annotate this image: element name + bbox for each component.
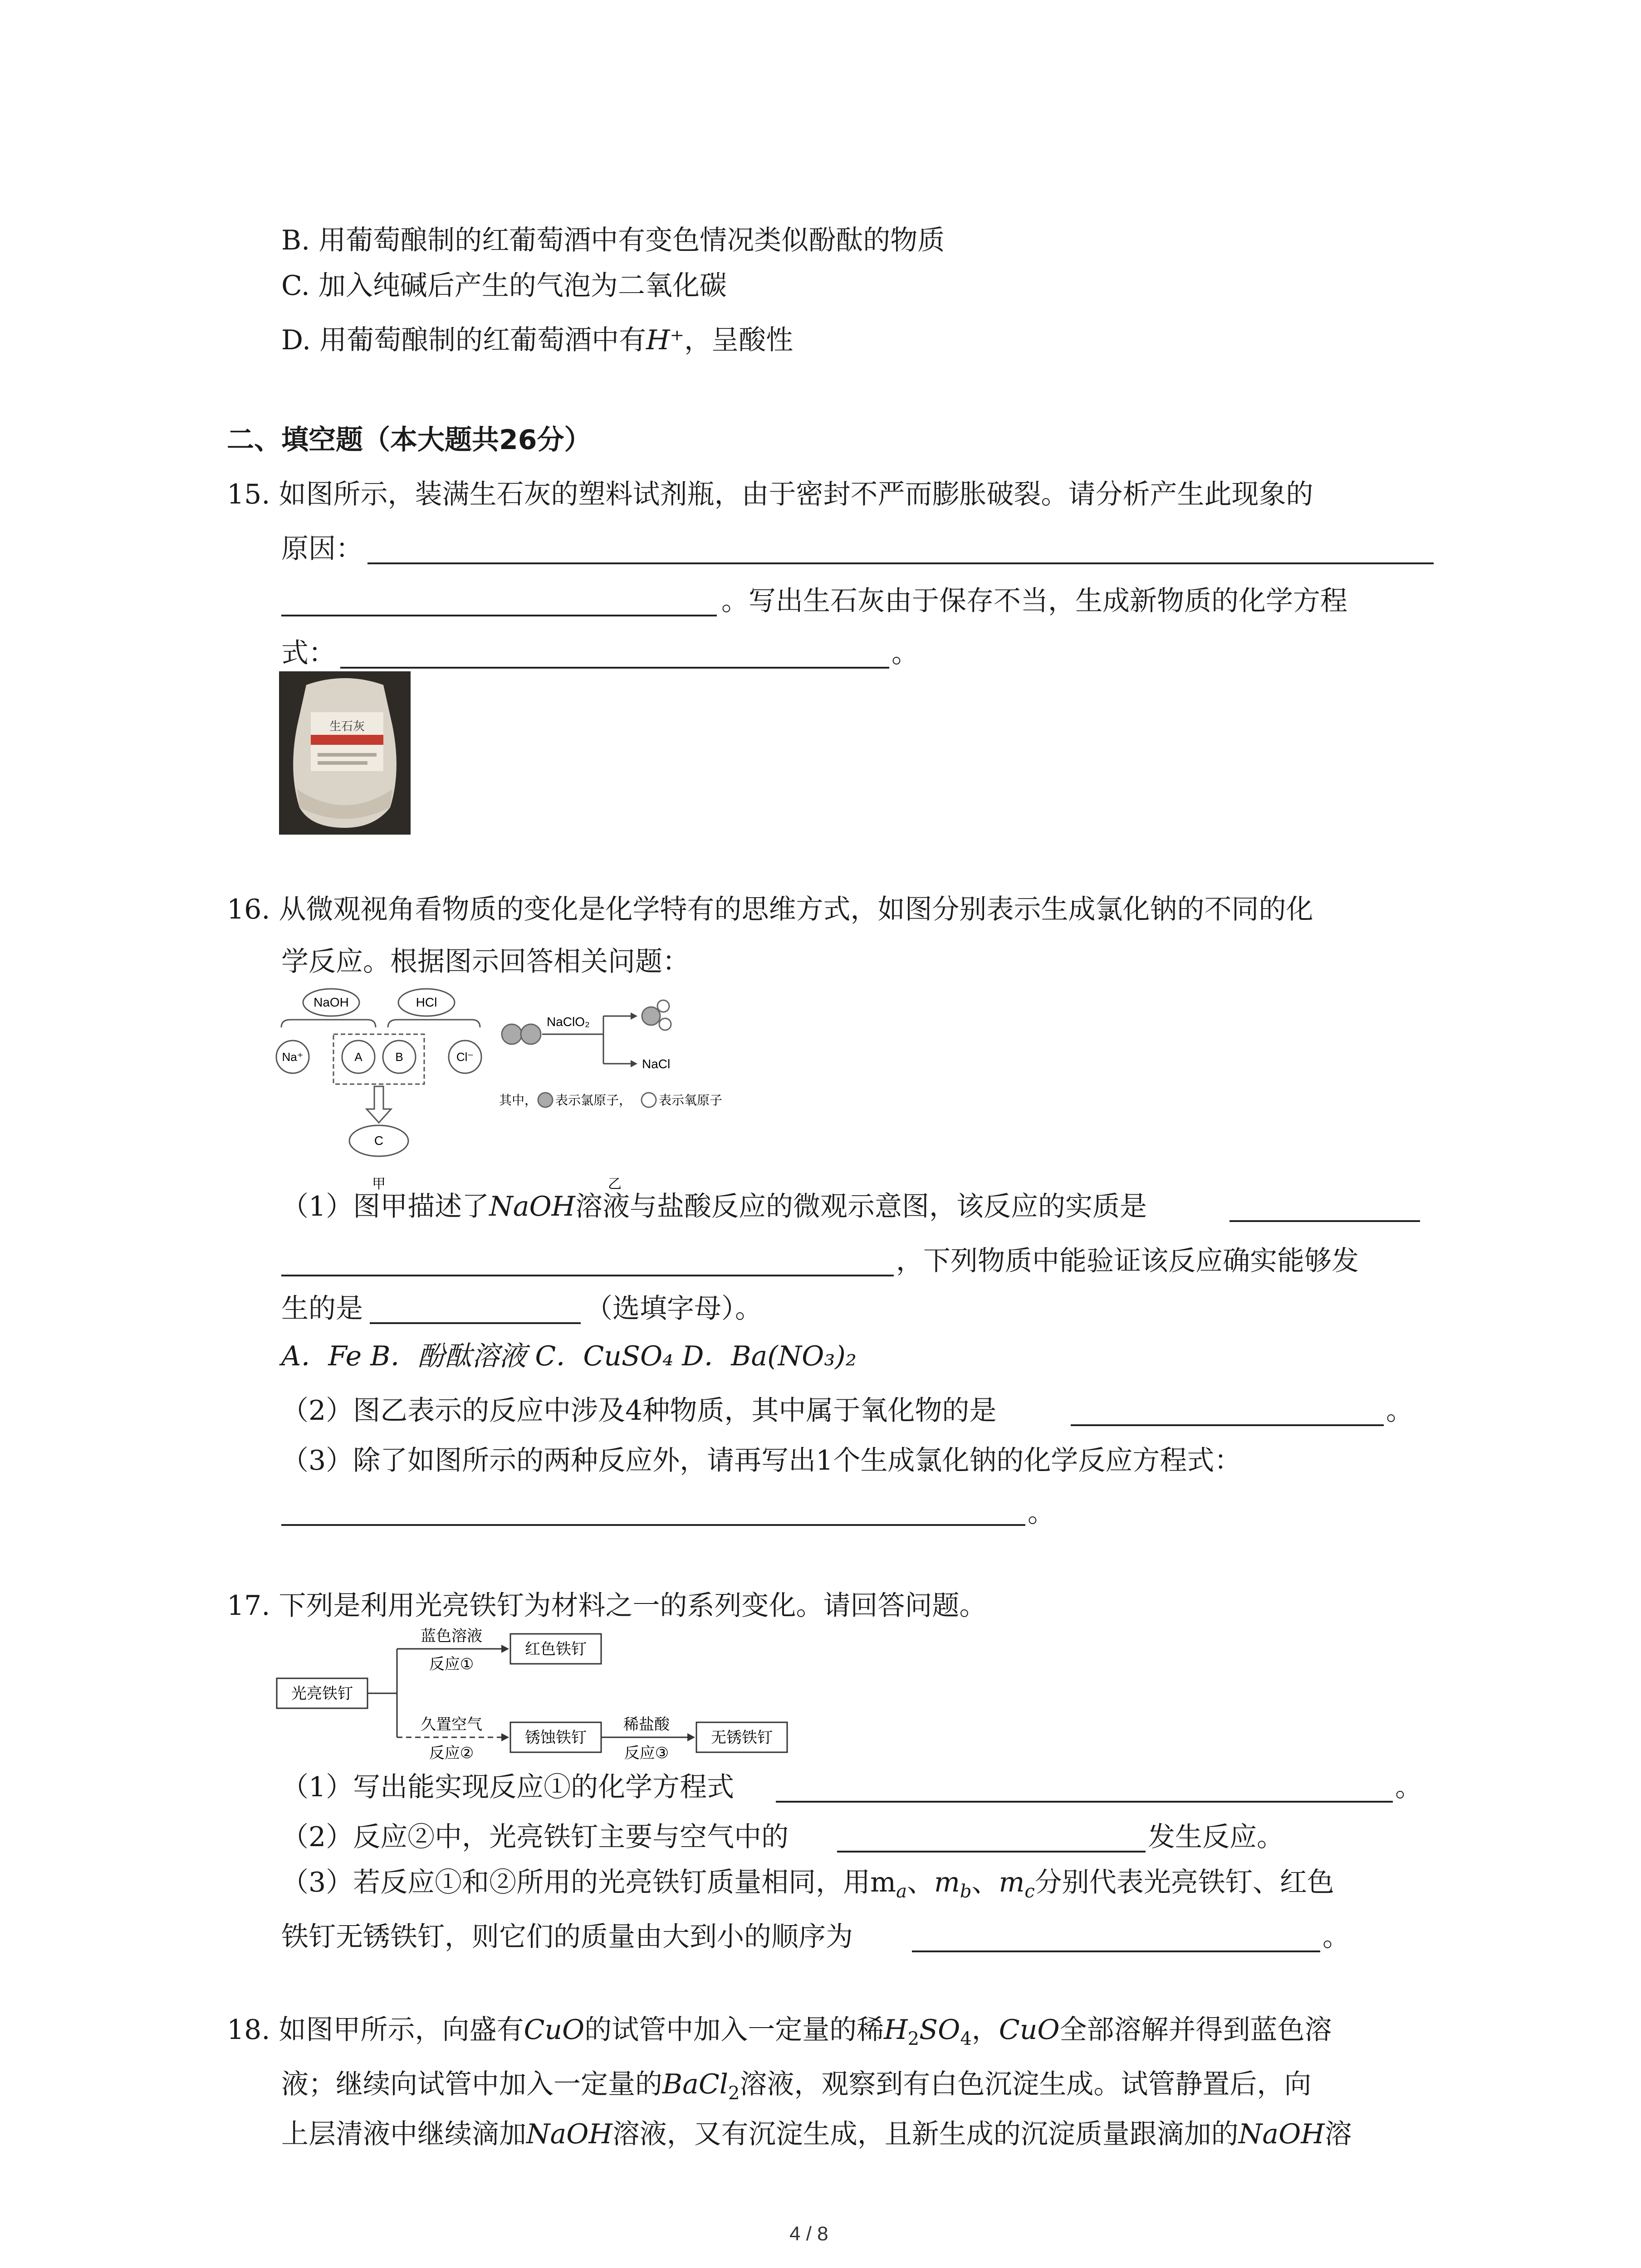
flow-top-product: 红色铁钉 <box>525 1641 587 1658</box>
q15-line2: 原因： <box>281 533 363 565</box>
q16-sub3-end: 。 <box>1028 1497 1055 1529</box>
q15-line4-end: 。 <box>892 637 919 669</box>
diagram-yi <box>499 998 780 1198</box>
q16-sub1-line3: 生的是 <box>281 1293 363 1325</box>
option-d: D. 用葡萄酿制的红葡萄酒中有H⁺，呈酸性 <box>281 324 794 356</box>
q17-sub1: （1）写出能实现反应①的化学方程式 <box>281 1771 735 1803</box>
q18-line3: 上层清液中继续滴加NaOH溶液，又有沉淀生成，且新生成的沉淀质量跟滴加的NaOH溶 <box>281 2118 1352 2150</box>
cl-ion-label: Cl⁻ <box>456 1050 474 1064</box>
q17-sub1-blank[interactable] <box>776 1801 1393 1803</box>
section-heading: 二、填空题（本大题共26分） <box>227 424 592 456</box>
diagram-yi-caption: 乙 <box>608 1177 622 1192</box>
q16-options: A．Fe B．酚酞溶液 C．CuSO₄ D．Ba(NO₃)₂ <box>281 1340 857 1372</box>
q17-sub2-blank[interactable] <box>837 1851 1146 1853</box>
page-number: 4 / 8 <box>789 2223 828 2245</box>
q16-line2: 学反应。根据图示回答相关问题： <box>281 946 690 978</box>
nail-flowchart <box>272 1624 808 1769</box>
q15-line4: 式： <box>281 637 336 669</box>
flow-top-reaction: 反应① <box>429 1656 474 1673</box>
q15-answer-blank-1[interactable] <box>367 562 1434 564</box>
diagram-jia-caption: 甲 <box>372 1177 386 1192</box>
quicklime-bottle-photo <box>279 671 411 835</box>
q15-line1: 15. 如图所示，装满生石灰的塑料试剂瓶，由于密封不严而膨胀破裂。请分析产生此现象的 <box>227 479 1313 510</box>
legend-cl: 表示氯原子， <box>555 1093 632 1107</box>
q16-sub2-end: 。 <box>1386 1395 1413 1427</box>
q15-answer-blank-2[interactable] <box>281 615 717 616</box>
nacl-label: NaCl <box>642 1057 671 1071</box>
bottle-label: 生石灰 <box>329 719 365 733</box>
q17-sub1-end: 。 <box>1395 1771 1422 1803</box>
flow-bottom-reaction: 反应② <box>429 1745 474 1762</box>
q16-sub3: （3）除了如图所示的两种反应外，请再写出1个生成氯化钠的化学反应方程式： <box>281 1445 1242 1476</box>
na-ion-label: Na⁺ <box>282 1050 304 1064</box>
c-label: C <box>374 1134 384 1148</box>
q16-sub2-blank[interactable] <box>1071 1424 1384 1426</box>
flow-top-reagent: 蓝色溶液 <box>421 1628 482 1645</box>
q16-sub1-line1: （1）图甲描述了NaOH溶液与盐酸反应的微观示意图，该反应的实质是 <box>281 1191 1147 1222</box>
q16-sub3-blank[interactable] <box>281 1524 1025 1526</box>
q16-sub1-blank-1[interactable] <box>1230 1220 1420 1222</box>
q18-line2: 液；继续向试管中加入一定量的BaCl$_2$溶液，观察到有白色沉淀生成。试管静置后，向 <box>281 2068 1312 2104</box>
option-c: C. 加入纯碱后产生的气泡为二氧化碳 <box>281 270 727 302</box>
diagram-jia <box>272 984 490 1198</box>
naoh-label: NaOH <box>314 995 349 1009</box>
q17-sub3-blank[interactable] <box>912 1950 1320 1952</box>
q17-sub2-end: 发生反应。 <box>1148 1821 1284 1853</box>
flow-start: 光亮铁钉 <box>291 1685 353 1702</box>
hydrogen-ion: H⁺ <box>646 324 685 356</box>
flow-acid: 稀盐酸 <box>623 1716 670 1733</box>
q16-sub1-line2: ，下列物质中能验证该反应确实能够发 <box>896 1245 1359 1277</box>
q16-sub2: （2）图乙表示的反应中涉及4种物质，其中属于氧化物的是 <box>281 1395 997 1427</box>
flow-final-product: 无锈铁钉 <box>711 1729 773 1746</box>
a-label: A <box>354 1050 362 1064</box>
legend-o: 表示氧原子 <box>659 1093 723 1107</box>
q15-line3: 。写出生石灰由于保存不当，生成新物质的化学方程 <box>721 585 1347 617</box>
hcl-label: HCl <box>416 995 437 1009</box>
option-b: B. 用葡萄酿制的红葡萄酒中有变色情况类似酚酞的物质 <box>281 225 945 256</box>
q17-sub3-line2: 铁钉无锈铁钉，则它们的质量由大到小的顺序为 <box>281 1921 853 1953</box>
q17-sub3-end: 。 <box>1323 1921 1350 1953</box>
q17-sub2: （2）反应②中，光亮铁钉主要与空气中的 <box>281 1821 789 1853</box>
q16-sub1-blank-3[interactable] <box>370 1322 581 1324</box>
legend-prefix: 其中， <box>499 1093 538 1107</box>
q16-line1: 16. 从微观视角看物质的变化是化学特有的思维方式，如图分别表示生成氯化钠的不同的化 <box>227 894 1313 925</box>
q16-sub1-line3-end: （选填字母）。 <box>585 1293 762 1325</box>
q15-equation-blank[interactable] <box>340 667 889 669</box>
flow-acid-reaction: 反应③ <box>624 1745 669 1762</box>
flow-bottom-product: 锈蚀铁钉 <box>525 1729 587 1746</box>
b-label: B <box>395 1050 403 1064</box>
q18-line1: 18. 如图甲所示，向盛有CuO的试管中加入一定量的稀$H_2SO_4$，CuO全部溶解并得到蓝色溶 <box>227 2014 1332 2049</box>
q16-sub1-blank-2[interactable] <box>281 1275 894 1276</box>
q17-sub3-line1: （3）若反应①和②所用的光亮铁钉质量相同，用$m_a$、$m_b$、$m_c$分别代表光亮铁钉、红色 <box>281 1867 1334 1902</box>
naclo2-label: NaClO₂ <box>547 1015 590 1029</box>
q17-line1: 17. 下列是利用光亮铁钉为材料之一的系列变化。请回答问题。 <box>227 1590 987 1622</box>
flow-bottom-reagent: 久置空气 <box>421 1716 482 1733</box>
